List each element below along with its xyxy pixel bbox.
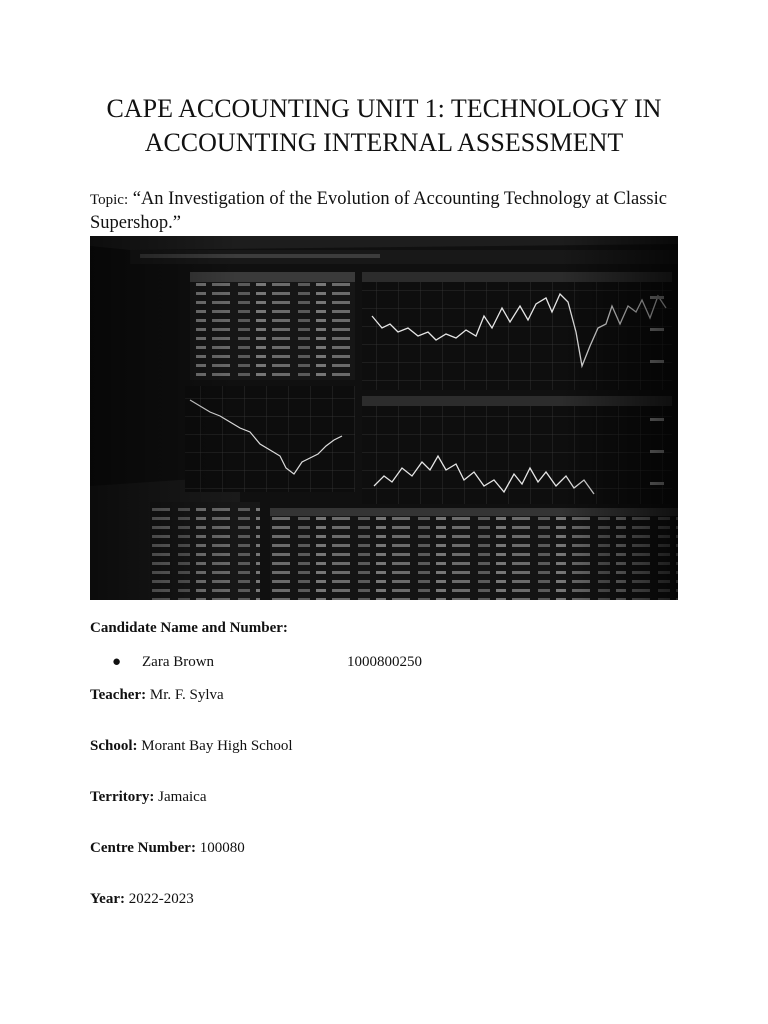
topic <box>90 188 690 235</box>
centre-number-label: Centre Number: <box>90 840 196 856</box>
topic-text: “An Investigation of the Evolution of Accounting Technology at Classic Supershop.” <box>90 189 667 233</box>
year-value: 2022-2023 <box>128 891 194 907</box>
school-field <box>90 737 293 755</box>
teacher-value: Mr. F. Sylva <box>149 687 224 703</box>
school-value: Morant Bay High School <box>141 738 293 754</box>
candidate-number: 1000800250 <box>347 654 422 670</box>
page-title <box>60 92 708 160</box>
school-label: School: <box>90 738 138 754</box>
teacher-label: Teacher: <box>90 687 147 703</box>
teacher-field <box>90 686 224 704</box>
title-line-2: ACCOUNTING INTERNAL ASSESSMENT <box>144 128 624 157</box>
centre-number-value: 100080 <box>199 840 245 856</box>
stock-chart-photo-icon <box>90 236 678 600</box>
centre-number-field <box>90 839 245 857</box>
title-line-1: CAPE ACCOUNTING UNIT 1: TECHNOLOGY IN <box>106 94 662 123</box>
candidate-name: Zara Brown <box>142 654 215 670</box>
year-field <box>90 890 194 908</box>
candidate-label: Candidate Name and Number: <box>90 620 288 636</box>
year-label: Year: <box>90 891 125 907</box>
candidate-heading <box>90 619 288 637</box>
territory-value: Jamaica <box>158 789 207 805</box>
territory-label: Territory: <box>90 789 155 805</box>
bullet-icon: ● <box>112 654 122 670</box>
cover-image <box>90 236 678 600</box>
topic-label: Topic: <box>90 192 129 208</box>
territory-field <box>90 788 206 806</box>
